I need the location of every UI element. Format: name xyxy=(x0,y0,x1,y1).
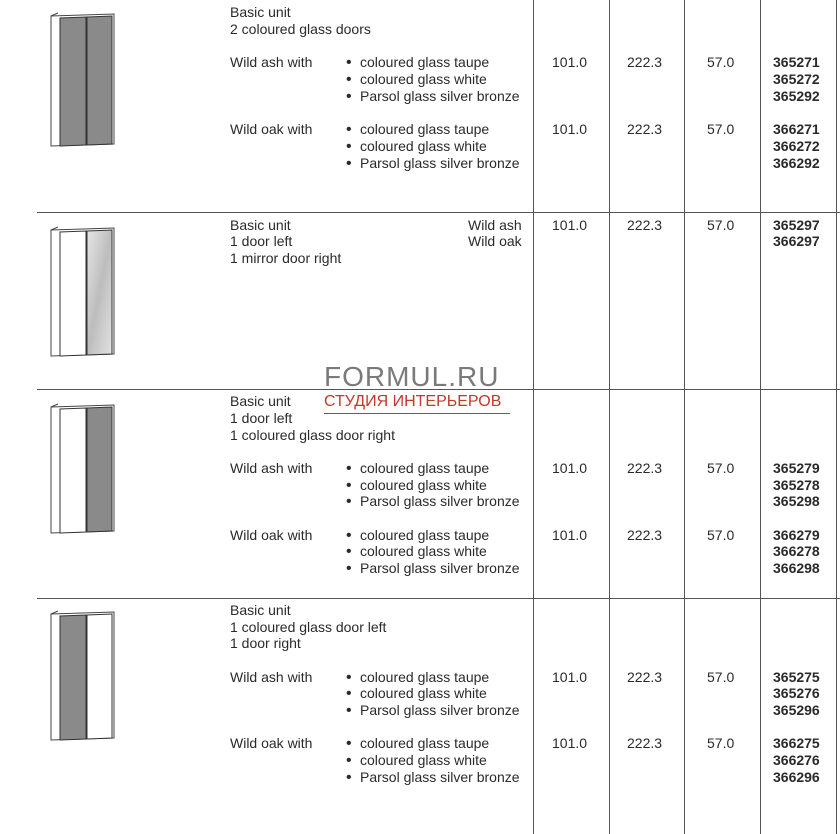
row3-oak-code-3: 366298 xyxy=(773,560,820,576)
row4-ash-width: 101.0 xyxy=(552,669,588,685)
row4-desc-line2: 1 coloured glass door left xyxy=(230,619,387,635)
row3-oak-option-1: • coloured glass taupe xyxy=(360,527,489,544)
row2-finish-ash: Wild ash xyxy=(468,217,522,233)
row4-oak-code-2: 366276 xyxy=(773,752,820,768)
row1-ash-option-3: • Parsol glass silver bronze xyxy=(360,88,520,105)
row1-ash-option-1: • coloured glass taupe xyxy=(360,54,489,71)
row3-desc-line1: Basic unit xyxy=(230,393,291,409)
row3-oak-option-3: • Parsol glass silver bronze xyxy=(360,560,520,577)
row1-oak-code-1: 366271 xyxy=(773,121,820,137)
row1-oak-height: 222.3 xyxy=(627,121,663,137)
row3-ash-height: 222.3 xyxy=(627,460,663,476)
row4-ash-depth: 57.0 xyxy=(707,669,735,685)
row1-oak-width: 101.0 xyxy=(552,121,588,137)
column-divider-width xyxy=(533,0,534,834)
row3-oak-height: 222.3 xyxy=(627,527,663,543)
row3-ash-option-3: • Parsol glass silver bronze xyxy=(360,493,520,510)
row3-ash-width: 101.0 xyxy=(552,460,588,476)
row4-oak-height: 222.3 xyxy=(627,735,663,751)
row4-ash-code-2: 365276 xyxy=(773,685,820,701)
column-divider-height xyxy=(609,0,610,834)
wardrobe-glass-left-door-illustration xyxy=(46,608,122,746)
column-divider-depth xyxy=(684,0,685,834)
row1-oak-code-3: 366292 xyxy=(773,155,820,171)
row1-finish-ash: Wild ash with xyxy=(230,54,313,70)
wardrobe-2-glass-doors-illustration xyxy=(46,10,122,152)
wardrobe-door-glass-right-illustration xyxy=(46,401,122,539)
row4-ash-code-3: 365296 xyxy=(773,702,820,718)
row3-oak-code-1: 366279 xyxy=(773,527,820,543)
row2-width: 101.0 xyxy=(552,217,588,233)
row3-ash-depth: 57.0 xyxy=(707,460,735,476)
row4-ash-option-1: • coloured glass taupe xyxy=(360,669,489,686)
row2-code-2: 366297 xyxy=(773,233,820,249)
row1-oak-depth: 57.0 xyxy=(707,121,735,137)
row-divider-1 xyxy=(37,212,840,213)
row3-oak-width: 101.0 xyxy=(552,527,588,543)
row4-finish-oak: Wild oak with xyxy=(230,735,313,751)
column-divider-right xyxy=(836,0,837,834)
row1-ash-width: 101.0 xyxy=(552,54,588,70)
row2-depth: 57.0 xyxy=(707,217,735,233)
row1-desc-line1: Basic unit xyxy=(230,4,291,20)
row3-oak-code-2: 366278 xyxy=(773,543,820,559)
row3-oak-option-2: • coloured glass white xyxy=(360,543,487,560)
row3-ash-option-1: • coloured glass taupe xyxy=(360,460,489,477)
row4-ash-code-1: 365275 xyxy=(773,669,820,685)
row1-ash-option-2: • coloured glass white xyxy=(360,71,487,88)
row1-ash-code-3: 365292 xyxy=(773,88,820,104)
row2-desc-line1: Basic unit xyxy=(230,217,291,233)
row3-ash-code-1: 365279 xyxy=(773,460,820,476)
row2-desc-line3: 1 mirror door right xyxy=(230,250,342,266)
row4-oak-code-3: 366296 xyxy=(773,769,820,785)
row1-desc-line2: 2 coloured glass doors xyxy=(230,21,371,37)
watermark-title: FORMUL.RU xyxy=(324,361,500,392)
row3-ash-code-2: 365278 xyxy=(773,477,820,493)
row4-oak-option-1: • coloured glass taupe xyxy=(360,735,489,752)
row1-ash-code-2: 365272 xyxy=(773,71,820,87)
row4-oak-depth: 57.0 xyxy=(707,735,735,751)
row1-finish-oak: Wild oak with xyxy=(230,121,313,137)
row3-ash-option-2: • coloured glass white xyxy=(360,477,487,494)
row4-oak-code-1: 366275 xyxy=(773,735,820,751)
row-divider-3 xyxy=(37,598,840,599)
row1-oak-option-3: • Parsol glass silver bronze xyxy=(360,155,520,172)
watermark-underline xyxy=(324,413,510,414)
row1-oak-code-2: 366272 xyxy=(773,138,820,154)
row3-finish-ash: Wild ash with xyxy=(230,460,313,476)
row2-finish-oak: Wild oak xyxy=(468,233,522,249)
row2-height: 222.3 xyxy=(627,217,663,233)
row2-code-1: 365297 xyxy=(773,217,820,233)
wardrobe-door-mirror-illustration xyxy=(46,224,122,362)
row1-ash-code-1: 365271 xyxy=(773,54,820,70)
row1-oak-option-2: • coloured glass white xyxy=(360,138,487,155)
row3-oak-depth: 57.0 xyxy=(707,527,735,543)
row3-finish-oak: Wild oak with xyxy=(230,527,313,543)
row4-ash-option-3: • Parsol glass silver bronze xyxy=(360,702,520,719)
column-divider-code xyxy=(760,0,761,834)
row3-desc-line3: 1 coloured glass door right xyxy=(230,427,395,443)
row2-desc-line2: 1 door left xyxy=(230,233,293,249)
row4-oak-width: 101.0 xyxy=(552,735,588,751)
row4-oak-option-2: • coloured glass white xyxy=(360,752,487,769)
row1-ash-height: 222.3 xyxy=(627,54,663,70)
row4-desc-line3: 1 door right xyxy=(230,635,301,651)
row3-ash-code-3: 365298 xyxy=(773,493,820,509)
row1-oak-option-1: • coloured glass taupe xyxy=(360,121,489,138)
row3-desc-line2: 1 door left xyxy=(230,410,293,426)
row4-finish-ash: Wild ash with xyxy=(230,669,313,685)
row4-ash-height: 222.3 xyxy=(627,669,663,685)
watermark-subtitle: СТУДИЯ ИНТЕРЬЕРОВ xyxy=(324,393,502,410)
row4-desc-line1: Basic unit xyxy=(230,602,291,618)
row4-oak-option-3: • Parsol glass silver bronze xyxy=(360,769,520,786)
row4-ash-option-2: • coloured glass white xyxy=(360,685,487,702)
row1-ash-depth: 57.0 xyxy=(707,54,735,70)
